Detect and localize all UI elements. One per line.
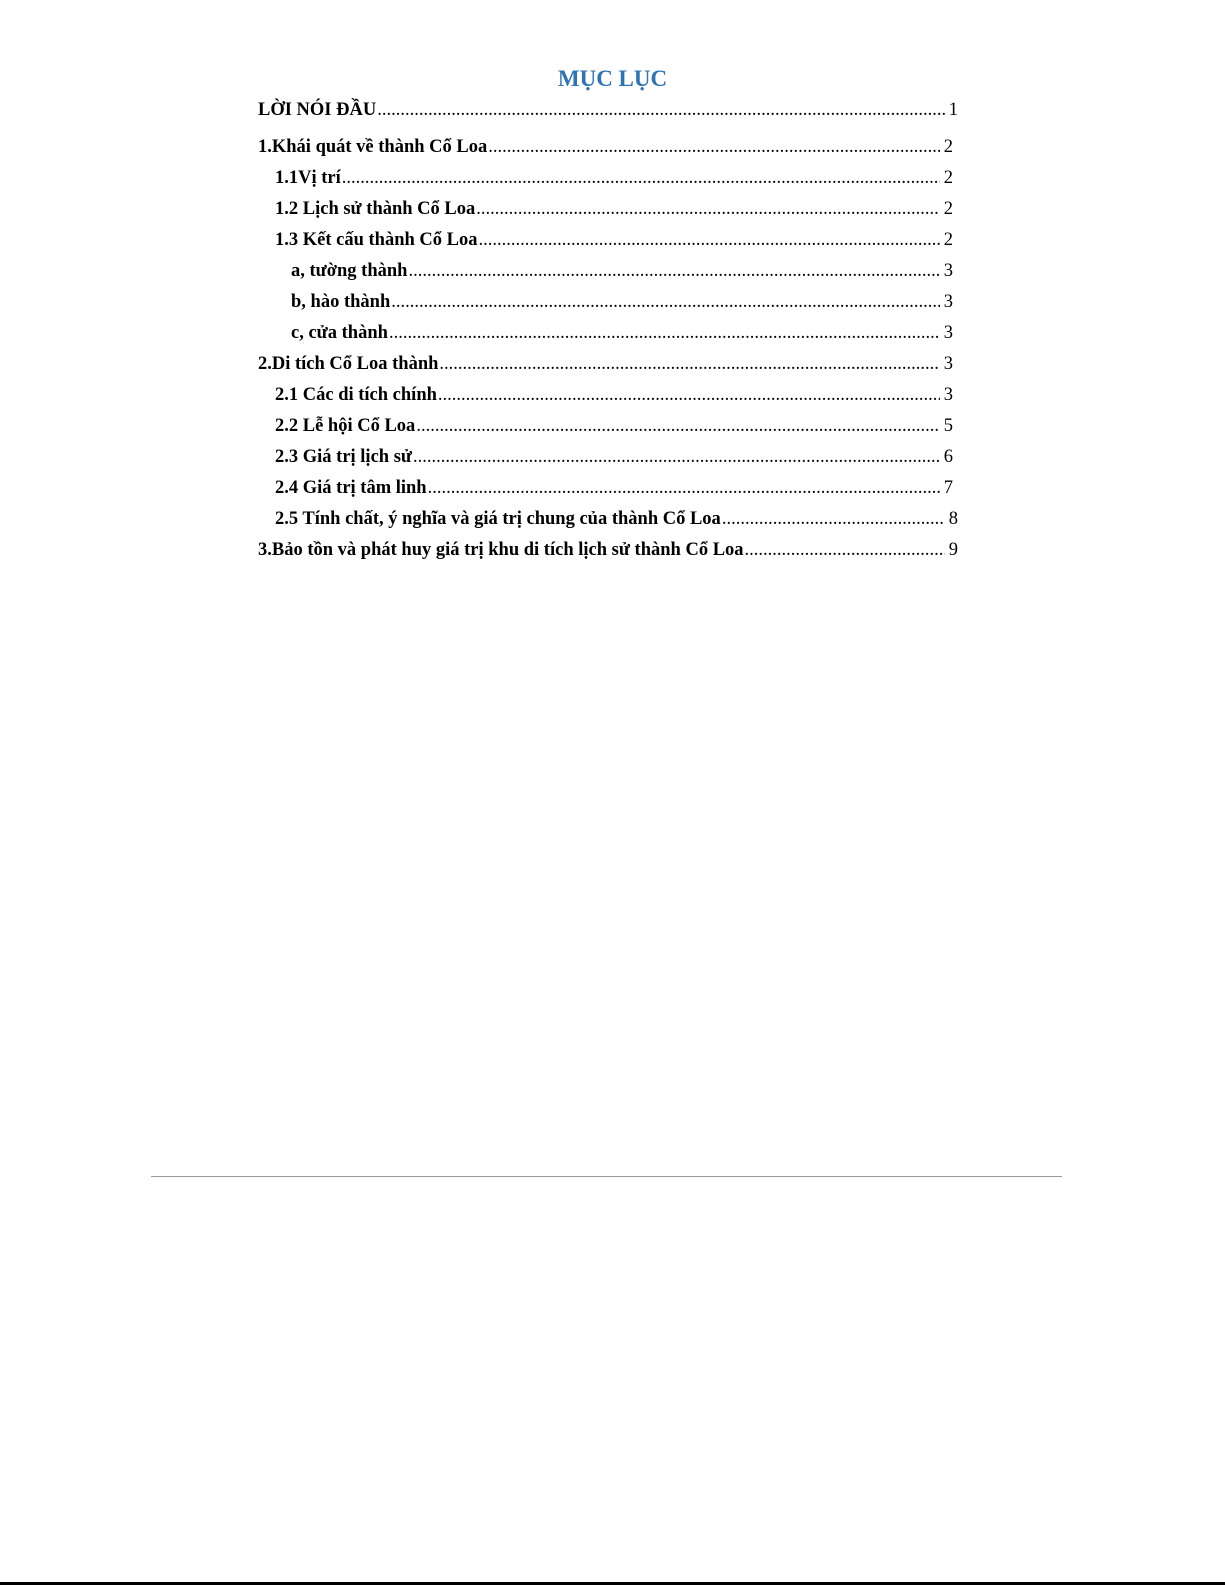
toc-page-number: 7 <box>943 478 953 498</box>
toc-page-number: 6 <box>943 447 953 467</box>
toc-entry-text[interactable]: 2.4 Giá trị tâm linh <box>275 478 427 498</box>
toc-leader-dots <box>413 442 940 473</box>
toc-entry-text[interactable]: 2.1 Các di tích chính <box>275 385 437 405</box>
toc-page-number: 2 <box>943 168 953 188</box>
toc-entry-section-1-3-c[interactable] <box>258 318 958 349</box>
toc-page-number: 2 <box>943 199 953 219</box>
toc-entry-text[interactable]: 2.5 Tính chất, ý nghĩa và giá trị chung của thành Cổ Loa <box>275 509 721 529</box>
toc-page-number: 3 <box>943 292 953 312</box>
toc-entry-section-2-5[interactable] <box>258 504 958 535</box>
table-of-contents <box>258 95 958 566</box>
toc-entry-text[interactable]: b, hào thành <box>291 292 391 312</box>
toc-entry-section-2-1[interactable] <box>258 380 958 411</box>
toc-entry-text[interactable]: 2.Di tích Cổ Loa thành <box>258 354 439 374</box>
toc-leader-dots <box>428 473 940 504</box>
page-break-rule <box>151 1176 1062 1177</box>
toc-leader-dots <box>488 132 940 163</box>
toc-entry-text[interactable]: LỜI NÓI ĐẦU <box>258 100 377 120</box>
toc-page-number: 3 <box>943 323 953 343</box>
toc-leader-dots <box>722 504 945 535</box>
toc-leader-dots <box>439 349 940 380</box>
toc-leader-dots <box>438 380 940 411</box>
toc-entry-text[interactable]: 1.Khái quát về thành Cổ Loa <box>258 137 488 157</box>
toc-entry-section-1[interactable] <box>258 132 958 163</box>
toc-entry-text[interactable]: 2.2 Lễ hội Cổ Loa <box>275 416 416 436</box>
toc-entry-section-3[interactable] <box>258 535 958 566</box>
toc-entry-text[interactable]: 1.3 Kết cấu thành Cổ Loa <box>275 230 478 250</box>
toc-leader-dots <box>416 411 940 442</box>
toc-leader-dots <box>479 225 941 256</box>
toc-entry-section-1-3[interactable] <box>258 225 958 256</box>
toc-title: MỤC LỤC <box>557 66 668 91</box>
toc-leader-dots <box>745 535 945 566</box>
toc-leader-dots <box>408 256 940 287</box>
toc-entry-section-1-2[interactable] <box>258 194 958 225</box>
toc-entry-section-2[interactable] <box>258 349 958 380</box>
toc-leader-dots <box>476 194 940 225</box>
toc-page-number: 3 <box>943 385 953 405</box>
toc-entry-text[interactable]: 3.Bảo tồn và phát huy giá trị khu di tích lịch sử thành Cổ Loa <box>258 540 744 560</box>
toc-leader-dots <box>389 318 940 349</box>
toc-entry-section-1-3-b[interactable] <box>258 287 958 318</box>
toc-leader-dots <box>342 163 940 194</box>
toc-page-number: 9 <box>948 540 958 560</box>
toc-entry-loi-noi-dau[interactable] <box>258 95 958 126</box>
toc-page-number: 1 <box>948 100 958 120</box>
toc-entry-text[interactable]: a, tường thành <box>291 261 408 281</box>
toc-page-number: 8 <box>948 509 958 529</box>
toc-entry-section-2-3[interactable] <box>258 442 958 473</box>
toc-entry-section-2-2[interactable] <box>258 411 958 442</box>
toc-entry-text[interactable]: 1.1Vị trí <box>275 168 341 188</box>
toc-page-number: 2 <box>943 137 953 157</box>
toc-page-number: 3 <box>943 354 953 374</box>
toc-page-number: 3 <box>943 261 953 281</box>
toc-entry-section-1-1[interactable] <box>258 163 958 194</box>
toc-entry-section-1-3-a[interactable] <box>258 256 958 287</box>
toc-leader-dots <box>391 287 940 318</box>
toc-entry-section-2-4[interactable] <box>258 473 958 504</box>
toc-entry-text[interactable]: c, cửa thành <box>291 323 388 343</box>
toc-entry-text[interactable]: 2.3 Giá trị lịch sử <box>275 447 412 467</box>
toc-entry-text[interactable]: 1.2 Lịch sử thành Cổ Loa <box>275 199 476 219</box>
toc-page-number: 2 <box>943 230 953 250</box>
toc-leader-dots <box>377 95 945 126</box>
toc-page-number: 5 <box>943 416 953 436</box>
